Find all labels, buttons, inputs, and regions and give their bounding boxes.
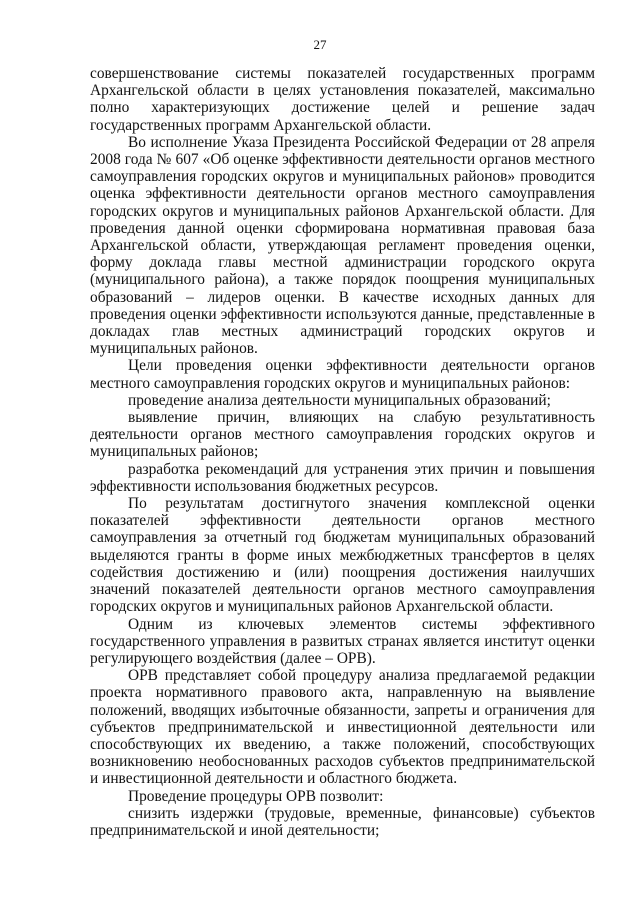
paragraph: ОРВ представляет собой процедуру анализа предлагаемой редакции проекта нормативного правового акта, направленную на выявление положений, вводящих избыточные обязанности, запреты и ограничения для субъектов предпринимательской и инвестиционной деятельности или способствующих их введению, а также положений, способствующих возникновению необоснованных расходов субъектов предпринимательской и инвестиционной деятельности и областного бюджета. <box>90 667 595 788</box>
paragraph: выявление причин, влияющих на слабую результативность деятельности органов местного самоуправления городских округов и муниципальных районов; <box>90 409 595 461</box>
paragraph: Проведение процедуры ОРВ позволит: <box>128 787 384 805</box>
paragraph: разработка рекомендаций для устранения этих причин и повышения эффективности использования бюджетных ресурсов. <box>90 460 595 495</box>
paragraph: Одним из ключевых элементов системы эффективного государственного управления в развитых странах является институт оценки регулирующего воздействия (далее – ОРВ). <box>90 615 595 667</box>
paragraph: Цели проведения оценки эффективности деятельности органов местного самоуправления городских округов и муниципальных районов: <box>90 357 595 392</box>
paragraph: Во исполнение Указа Президента Российской Федерации от 28 апреля 2008 года № 607 «Об оценке эффективности деятельности органов местного самоуправления городских округов и муниципальных районов» проводится оценка эффективности деятельности органов местного самоуправления городских округов и муниципальных районов Архангельской области. Для проведения данной оценки сформирована нормативная правовая база Архангельской области, утверждающая регламент проведения оценки, форму доклада главы местной администрации городского округа (муниципального района), а также порядок поощрения муниципальных образований – лидеров оценки. В качестве исходных данных для проведения оценки эффективности используются данные, представленные в докладах глав местных администраций городских округов и муниципальных районов. <box>90 133 595 358</box>
page-number: 27 <box>313 37 327 52</box>
paragraph: совершенствование системы показателей государственных программ Архангельской области в целях установления показателей, максимально полно характеризующих достижение целей и решение задач государственных программ Архангельской области. <box>90 65 595 134</box>
paragraph: По результатам достигнутого значения комплексной оценки показателей эффективности деятельности органов местного самоуправления за отчетный год бюджетам муниципальных образований выделяются гранты в форме иных межбюджетных трансфертов в целях содействия достижению и (или) поощрения достижения наилучших значений показателей деятельности органов местного самоуправления городских округов и муниципальных районов Архангельской области. <box>90 495 595 616</box>
paragraph: снизить издержки (трудовые, временные, финансовые) субъектов предпринимательской и иной деятельности; <box>90 804 595 839</box>
paragraph: проведение анализа деятельности муниципальных образований; <box>128 391 551 409</box>
page-body <box>90 65 595 839</box>
